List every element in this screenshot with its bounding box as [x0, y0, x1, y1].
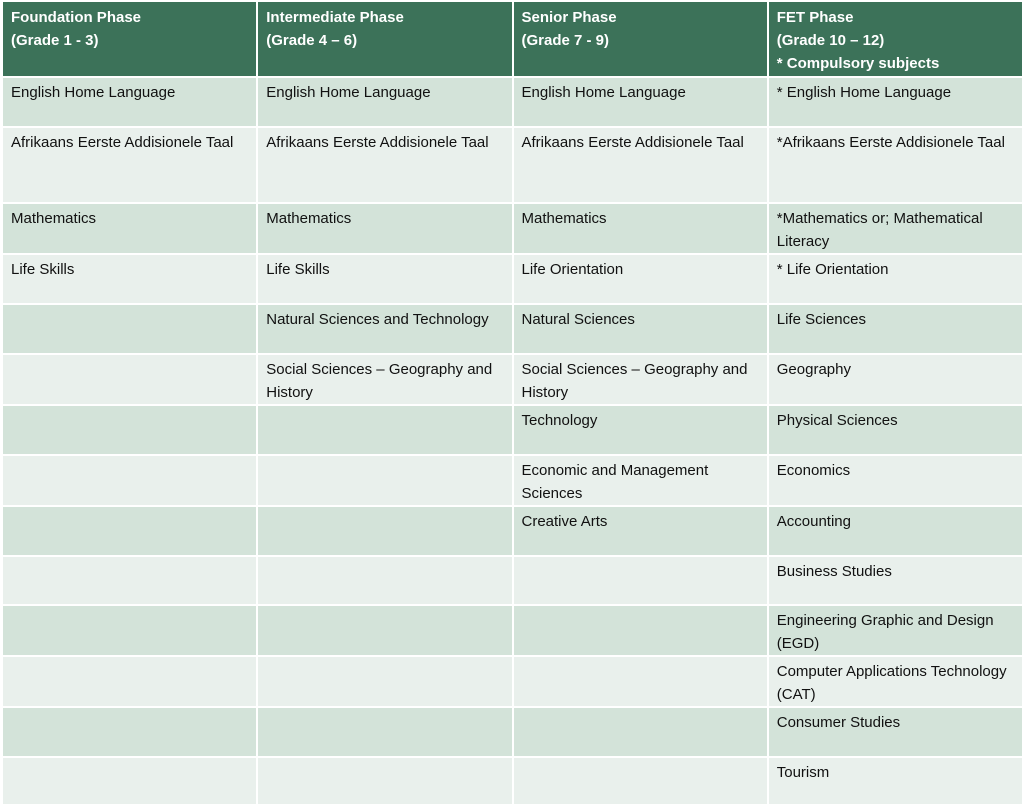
phase-grades: (Grade 7 - 9) [521, 32, 610, 49]
header-fet-phase [768, 1, 1023, 77]
subjects-table [1, 0, 1024, 806]
subject-cell: Creative Arts [513, 506, 768, 556]
subject-cell: Technology [513, 405, 768, 455]
subject-cell: Tourism [768, 757, 1023, 805]
subject-cell: Afrikaans Eerste Addisionele Taal [513, 127, 768, 203]
subject-cell: Natural Sciences [513, 304, 768, 354]
subject-cell: Afrikaans Eerste Addisionele Taal [257, 127, 512, 203]
table-row [2, 203, 1023, 254]
subject-cell: Engineering Graphic and Design (EGD) [768, 605, 1023, 656]
subject-cell: *Afrikaans Eerste Addisionele Taal [768, 127, 1023, 203]
header-senior-phase [513, 1, 768, 77]
subject-cell [257, 757, 512, 805]
table-row [2, 757, 1023, 805]
subject-cell: Social Sciences – Geography and History [513, 354, 768, 405]
subject-cell: English Home Language [513, 77, 768, 127]
subject-cell: Mathematics [513, 203, 768, 254]
phase-name: Senior Phase [521, 9, 617, 26]
table-row [2, 605, 1023, 656]
subject-cell: Economics [768, 455, 1023, 506]
subject-cell [257, 455, 512, 506]
subject-cell [513, 556, 768, 605]
subject-cell: Life Orientation [513, 254, 768, 304]
subject-cell [2, 556, 257, 605]
phase-name: FET Phase [776, 9, 854, 26]
subject-cell [513, 707, 768, 757]
subject-cell: Mathematics [2, 203, 257, 254]
subject-cell [2, 605, 257, 656]
subject-cell [257, 506, 512, 556]
table-row [2, 304, 1023, 354]
subject-cell: *Mathematics or; Mathematical Literacy [768, 203, 1023, 254]
subject-cell: * Life Orientation [768, 254, 1023, 304]
subject-cell [513, 656, 768, 707]
subject-cell [2, 656, 257, 707]
phase-grades: (Grade 10 – 12) [776, 32, 885, 49]
subject-cell: Social Sciences – Geography and History [257, 354, 512, 405]
subject-cell [257, 707, 512, 757]
table-row [2, 556, 1023, 605]
phase-grades: (Grade 1 - 3) [11, 32, 99, 49]
subject-cell [513, 757, 768, 805]
subject-cell: Mathematics [257, 203, 512, 254]
subject-cell: Natural Sciences and Technology [257, 304, 512, 354]
subject-cell: English Home Language [2, 77, 257, 127]
subject-cell: Afrikaans Eerste Addisionele Taal [2, 127, 257, 203]
subject-cell [2, 506, 257, 556]
table-row [2, 656, 1023, 707]
subject-cell [257, 605, 512, 656]
subject-cell: Business Studies [768, 556, 1023, 605]
table-row [2, 506, 1023, 556]
subject-cell [513, 605, 768, 656]
subject-cell [257, 556, 512, 605]
subject-cell [2, 707, 257, 757]
table-row [2, 254, 1023, 304]
header-row [2, 1, 1023, 77]
subject-cell: Life Skills [2, 254, 257, 304]
phase-name: Intermediate Phase [266, 9, 404, 26]
header-foundation-phase [2, 1, 257, 77]
subject-cell: Physical Sciences [768, 405, 1023, 455]
subject-cell: * English Home Language [768, 77, 1023, 127]
subject-cell: Geography [768, 354, 1023, 405]
subject-cell [2, 757, 257, 805]
table-row [2, 707, 1023, 757]
table-row [2, 405, 1023, 455]
subject-cell [2, 455, 257, 506]
subject-cell [2, 405, 257, 455]
phase-name: Foundation Phase [11, 9, 142, 26]
subject-cell: Accounting [768, 506, 1023, 556]
subject-cell: Life Sciences [768, 304, 1023, 354]
table-row [2, 77, 1023, 127]
subject-cell: Life Skills [257, 254, 512, 304]
phase-grades: (Grade 4 – 6) [266, 32, 358, 49]
compulsory-note: * Compulsory subjects [776, 55, 940, 72]
subject-cell [2, 304, 257, 354]
table-row [2, 354, 1023, 405]
header-intermediate-phase [257, 1, 512, 77]
subject-cell: Computer Applications Technology (CAT) [768, 656, 1023, 707]
subject-cell: Consumer Studies [768, 707, 1023, 757]
subject-cell [257, 656, 512, 707]
subject-cell: Economic and Management Sciences [513, 455, 768, 506]
table-row [2, 127, 1023, 203]
subject-cell: English Home Language [257, 77, 512, 127]
subject-cell [257, 405, 512, 455]
table-row [2, 455, 1023, 506]
subject-cell [2, 354, 257, 405]
